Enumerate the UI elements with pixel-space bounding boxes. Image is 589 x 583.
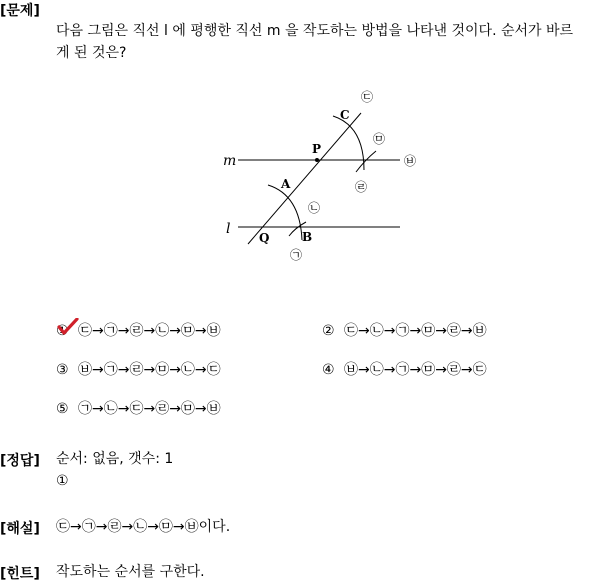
arc-q [268,185,302,240]
mark-4: ㉣ [355,180,368,194]
mark-5: ㉤ [373,132,386,146]
option-1-text: ㉢→㉠→㉣→㉡→㉤→㉥ [78,323,221,339]
option-2-number: ② [322,323,335,339]
option-3-text: ㉥→㉠→㉣→㉤→㉡→㉢ [78,362,221,378]
label-c: C [340,108,350,122]
option-2[interactable] [322,320,487,340]
mark-2: ㉡ [308,201,321,215]
label-p: P [312,142,322,156]
problem-label: [문제] [0,3,40,19]
option-5[interactable] [56,398,221,418]
answer-line1: 순서: 없음, 갯수: 1 [56,451,174,467]
mark-6: ㉥ [404,154,417,168]
option-5-number: ⑤ [56,401,69,417]
option-2-text: ㉢→㉡→㉠→㉤→㉣→㉥ [344,323,487,339]
label-b: B [302,230,313,244]
answer-label: [정답] [0,453,40,469]
mark-3: ㉢ [361,90,374,104]
hint-text: 작도하는 순서를 구한다. [56,564,205,580]
transversal [248,113,361,244]
option-1[interactable] [56,320,221,340]
point-p-dot [315,158,319,162]
option-4-number: ④ [322,362,335,378]
label-a: A [281,177,291,191]
mark-1: ㉠ [290,248,303,262]
label-m: m [223,153,237,169]
hint-label: [힌트] [0,566,40,582]
option-3[interactable] [56,359,221,379]
arc-m [356,151,376,172]
check-icon [57,318,79,336]
option-3-number: ③ [56,362,69,378]
explanation-text: ㉢→㉠→㉣→㉡→㉤→㉥이다. [56,519,231,535]
answer-line2: ① [56,473,69,489]
label-l: l [226,221,231,237]
arc-p [333,116,364,170]
problem-text: 다음 그림은 직선 l 에 평행한 직선 m 을 작도하는 방법을 나타낸 것이다. 순서가 바르게 된 것은? [56,23,574,61]
option-4-text: ㉥→㉡→㉠→㉤→㉣→㉢ [344,362,487,378]
option-1-number: ① [56,323,69,339]
option-5-text: ㉠→㉡→㉢→㉣→㉤→㉥ [78,401,221,417]
option-4[interactable] [322,359,487,379]
explanation-label: [해설] [0,521,40,537]
label-q: Q [259,231,270,245]
